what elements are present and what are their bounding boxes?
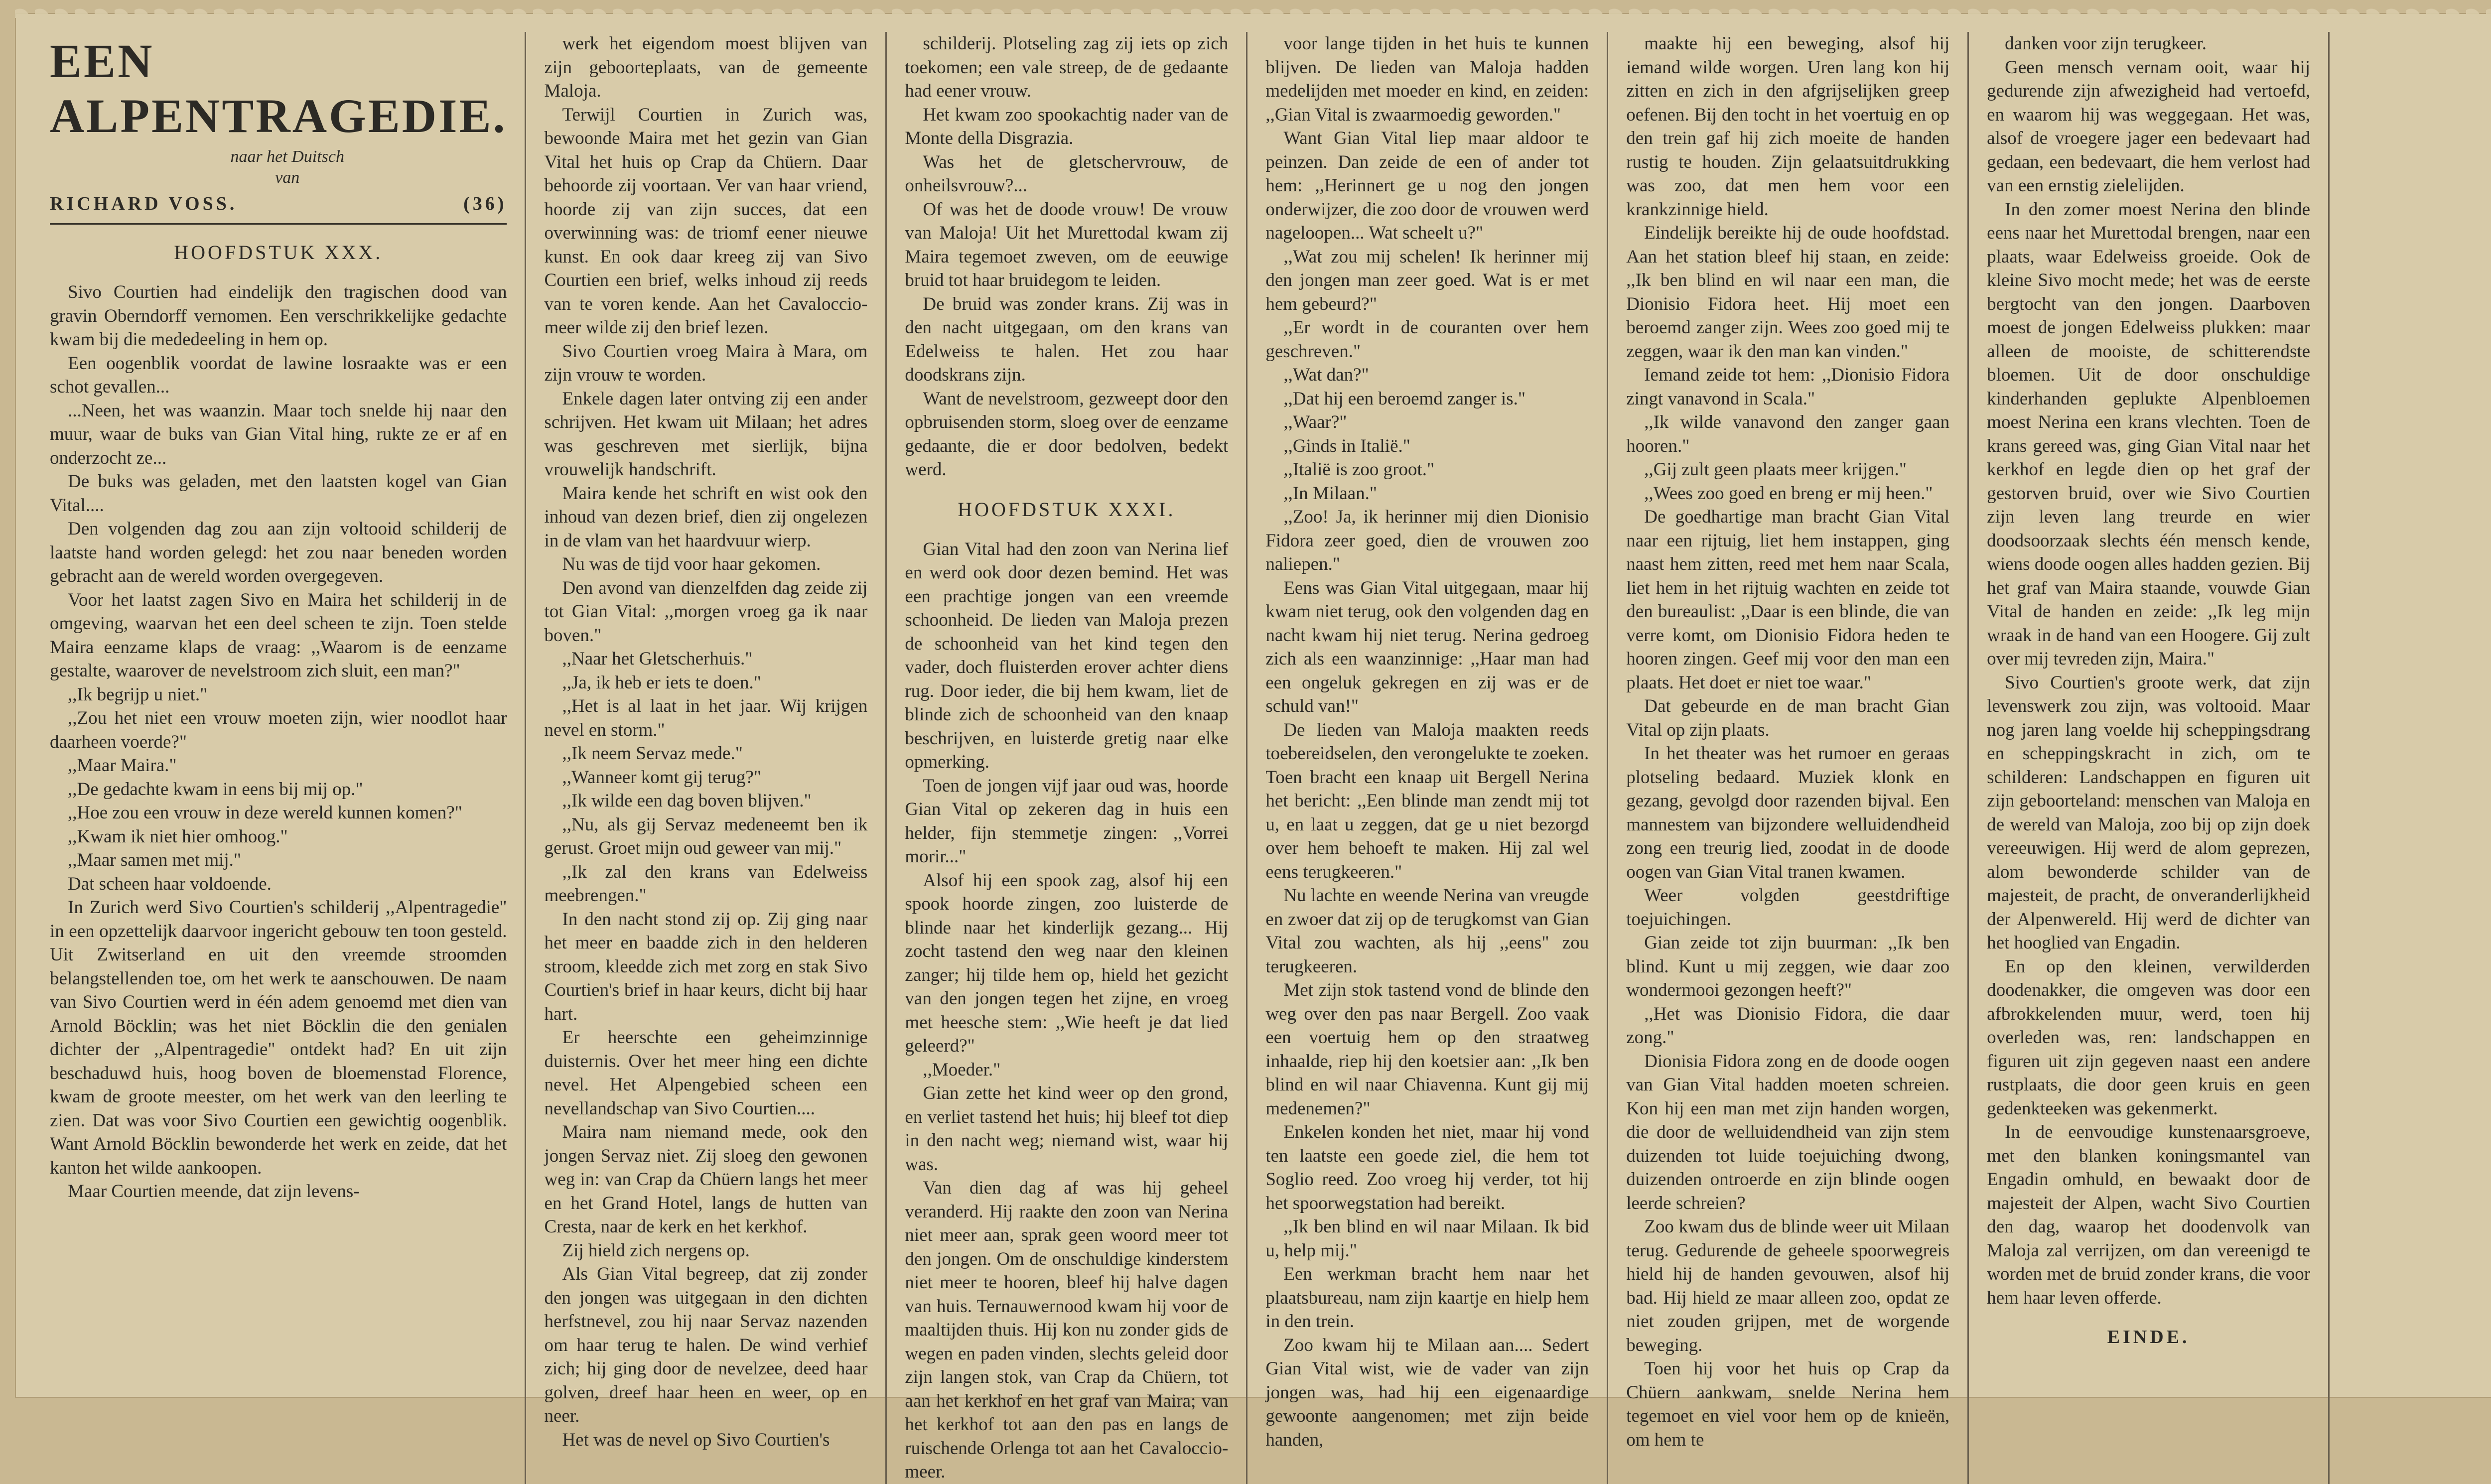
paragraph: In den nacht stond zij op. Zij ging naar het meer en baadde zich in den helderen stroom, kleedde zich met zorg en stak Sivo Courtien's brief in haar keurs, dicht bij haar hart. <box>544 909 868 1024</box>
paragraph: Dat gebeurde en de man bracht Gian Vital op zijn plaats. <box>1626 696 1950 740</box>
column-1 <box>32 32 526 1484</box>
paragraph: ,,Dat hij een beroemd zanger is." <box>1283 388 1525 409</box>
column-3-body-a <box>905 32 1228 482</box>
paragraph: Voor het laatst zagen Sivo en Maira het schilderij in de omgeving, waarvan het een deel scheen te zijn. Toen stelde Maira eenzame klaps de vraag: ,,Waarom is de eenzame gestalte, waarover de nevelstroom zich sluit, een man?" <box>50 589 507 681</box>
paragraph: Zij hield zich nergens op. <box>562 1240 750 1261</box>
paragraph: ,,Moeder." <box>923 1059 1001 1080</box>
chapter-heading-31: HOOFDSTUK XXXI. <box>958 498 1176 521</box>
paragraph: Er heerschte een geheimzinnige duisternis. Over het meer hing een dichte nevel. Het Alpengebied scheen een nevellandschap van Sivo Courtien.... <box>544 1027 868 1119</box>
paragraph: ,,Ik wilde een dag boven blijven." <box>562 791 812 811</box>
paragraph: Met zijn stok tastend vond de blinde den weg over den pas naar Bergell. Zoo vaak een voertuig hem op den straatweg inhaalde, riep hij den koetsier aan: ,,Ik ben blind en wil naar Chiavenna. Kunt gij mij medenemen?" <box>1265 980 1589 1119</box>
column-margin <box>2330 32 2491 1484</box>
end-marker: EINDE. <box>2107 1327 2190 1348</box>
paragraph: ,,Ik begrijp u niet." <box>68 684 208 705</box>
paragraph: Of was het de doode vrouw! De vrouw van Maloja! Uit het Murettodal kwam zij Maira tegemoet zweven, om de eeuwige bruid tot haar bruidegom te leiden. <box>905 199 1229 290</box>
column-2 <box>526 32 887 1484</box>
paragraph: ,,Zoo! Ja, ik herinner mij dien Dionisio Fidora zeer goed, dien de vrouwen zoo naliepen." <box>1265 507 1589 574</box>
column-3 <box>887 32 1247 1484</box>
paragraph: maakte hij een beweging, alsof hij iemand wilde worgen. Uren lang kon hij zitten en zich in den afgrijselijken greep oefenen. Bij den tocht in het voertuig en op den trein gaf hij zich moeite de handen rustig te houden. Zijn gelaatsuitdrukking was zoo, dat men hem voor een krankzinnige hield. <box>1626 33 1950 220</box>
paragraph: Was het de gletschervrouw, de onheilsvrouw?... <box>905 151 1229 196</box>
paragraph: Gian Vital had den zoon van Nerina lief en werd ook door dezen bemind. Het was een prachtige jongen van een vreemde schoonheid. De lieden van Maloja prezen de schoonheid van het kind tegen den vader, doch fluisterden erover achter diens rug. Door ieder, die bij hem kwam, liet de blinde zich de schoonheid van den knaap beschrijven, en luisterde gretig naar elke opmerking. <box>905 539 1229 772</box>
column-4-body <box>1265 32 1589 1452</box>
paragraph: schilderij. Plotseling zag zij iets op zich toekomen; een vale streep, de de gedaante had eener vrouw. <box>905 33 1229 101</box>
paragraph: Een oogenblik voordat de lawine losraakte was er een schot gevallen... <box>50 353 507 397</box>
paragraph: ,,Gij zult geen plaats meer krijgen." <box>1644 459 1907 480</box>
paragraph: ,,Italië is zoo groot." <box>1283 459 1435 480</box>
paragraph: ,,Ik zal den krans van Edelweiss meebrengen." <box>544 861 868 906</box>
paragraph: ,,Waar?" <box>1283 412 1347 432</box>
paragraph: Geen mensch vernam ooit, waar hij gedurende zijn afwezigheid had vertoefd, en waarom hij was weggegaan. Het was, alsof de vroegere jager een bedevaart had gedaan, een bedevaart, die hem verlost had van een ernstig zielelijden. <box>1987 57 2311 196</box>
paragraph: De goedhartige man bracht Gian Vital naar een rijtuig, liet hem instappen, ging naast hem zitten, reed met hem naar Scala, liet hem in het rijtuig wachten en zeide tot den bureaulist: ,,Daar is een blinde, die van verre komt, om Dionisio Fidora heden te hooren zingen. Geef mij voor den man een plaats. Het doet er niet toe waar." <box>1626 507 1950 693</box>
paragraph: Maira kende het schrift en wist ook den inhoud van dezen brief, dien zij ongelezen in de vlam van het haardvuur wierp. <box>544 483 868 551</box>
paragraph: ,,Ja, ik heb er iets te doen." <box>562 672 761 693</box>
paragraph: Nu lachte en weende Nerina van vreugde en zwoer dat zij op de terugkomst van Gian Vital zou wachten, als hij ,,eens" zou terugkeeren. <box>1265 885 1589 977</box>
paragraph: ...Neen, het was waanzin. Maar toch snelde hij naar den muur, waar de buks van Gian Vital hing, rukte ze er af en onderzocht ze... <box>50 400 507 468</box>
paragraph: ,,Wat dan?" <box>1283 365 1369 385</box>
paragraph: Gian zeide tot zijn buurman: ,,Ik ben blind. Kunt u mij zeggen, wie daar zoo wondermooi gezongen heeft?" <box>1626 933 1950 1000</box>
paragraph: Gian zette het kind weer op den grond, en verliet tastend het huis; hij bleef tot diep in den nacht weg; niemand wist, waar hij was. <box>905 1083 1229 1175</box>
paragraph: Alsof hij een spook zag, alsof hij een spook hoorde zingen, zoo luisterde de blinde naar het kinderlijk gezang... Hij zocht tastend den weg naar den kleinen zanger; hij tilde hem op, hield het gezicht van den jongen tegen het zijne, en vroeg met heesche stem: ,,Wie heeft je dat lied geleerd?" <box>905 870 1229 1056</box>
column-3-body-b <box>905 538 1228 1484</box>
paragraph: ,,Nu, als gij Servaz medeneemt ben ik gerust. Groet mijn oud geweer van mij." <box>544 814 868 858</box>
paragraph: ,,Wees zoo goed en breng er mij heen." <box>1644 483 1933 504</box>
paragraph: ,,De gedachte kwam in eens bij mij op." <box>68 779 363 800</box>
paragraph: ,,Ik neem Servaz mede." <box>562 743 743 764</box>
paragraph: ,,In Milaan." <box>1283 483 1378 504</box>
paragraph: Den avond van dienzelfden dag zeide zij tot Gian Vital: ,,morgen vroeg ga ik naar boven." <box>544 577 868 646</box>
paragraph: Maira nam niemand mede, ook den jongen Servaz niet. Zij sloeg den gewonen weg in: van Crap da Chüern langs het meer en het Grand Hotel, langs de hutten van Cresta, naar de kerk en het kerkhof. <box>544 1122 868 1237</box>
paragraph: Den volgenden dag zou aan zijn voltooid schilderij de laatste hand worden gelegd: het zou naar beneden worden gebracht aan de wereld worden overgegeven. <box>50 519 507 586</box>
paragraph: De buks was geladen, met den laatsten kogel van Gian Vital.... <box>50 471 507 516</box>
column-5-body <box>1626 32 1949 1452</box>
paragraph: Want de nevelstroom, gezweept door den opbruisenden storm, sloeg over de eenzame gedaante, die er door bedolven, bedekt werd. <box>905 388 1229 480</box>
paragraph: Sivo Courtien vroeg Maira à Mara, om zijn vrouw te worden. <box>544 341 868 385</box>
column-6-body <box>1987 32 2310 1310</box>
paragraph: En op den kleinen, verwilderden doodenakker, die omgeven was door een afbrokkelenden muur, werd, toen hij overleden was, ren: landschappen en figuren uit zijn gegeven naast een andere rustplaats, die door geen kruis en geen gedenkteeken was gekenmerkt. <box>1987 956 2311 1119</box>
paragraph: werk het eigendom moest blijven van zijn geboorteplaats, van de gemeente Maloja. <box>544 33 868 101</box>
article-subtitle: naar het Duitsch <box>230 147 344 166</box>
paragraph: Zoo kwam dus de blinde weer uit Milaan terug. Gedurende de geheele spoorwegreis hield hij de handen gevouwen, alsof hij bad. Hij hield ze maar alleen zoo, opdat ze niet zouden grijpen, met de worgende beweging. <box>1626 1216 1950 1355</box>
paragraph: Het was de nevel op Sivo Courtien's <box>562 1429 830 1450</box>
paragraph: ,,Wat zou mij schelen! Ik herinner mij den jongen man zeer goed. Wat is er met hem gebeurd?" <box>1265 246 1589 314</box>
paragraph: Enkelen konden het niet, maar hij vond ten laatste een goede ziel, die hem tot Soglio reed. Zoo vroeg hij verder, tot hij het spoorwegstation had bereikt. <box>1265 1122 1589 1214</box>
paragraph: danken voor zijn terugkeer. <box>2005 33 2207 54</box>
paragraph: Eens was Gian Vital uitgegaan, maar hij kwam niet terug, ook den volgenden dag en nacht kwam hij niet terug. Nerina gedroeg zich als een waanzinnige: ,,Haar man had een ongeluk gekregen en zij was er de schuld van!" <box>1265 577 1589 716</box>
paragraph: ,,Het was Dionisio Fidora, die daar zong." <box>1626 1003 1950 1048</box>
byline <box>50 191 507 216</box>
paragraph: ,,Maar Maira." <box>68 755 177 776</box>
paragraph: ,,Het is al laat in het jaar. Wij krijgen nevel en storm." <box>544 696 868 740</box>
paragraph: ,,Zou het niet een vrouw moeten zijn, wier noodlot haar daarheen voerde?" <box>50 708 507 752</box>
paragraph: Terwijl Courtien in Zurich was, bewoonde Maira met het gezin van Gian Vital het huis op Crap da Chüern. Daar behoorde zij voortaan. Ver van haar vriend, hoorde zij van zijn succes, dat een overwinning was: de triomf eener nieuwe kunst. En ook daar kreeg zij van Sivo Courtien een brief, welks inhoud zij reeds van te voren kende. Aan het Cavaloccio-meer wilde zij den brief lezen. <box>544 104 868 338</box>
paragraph: ,,Ik ben blind en wil naar Milaan. Ik bid u, help mij." <box>1265 1216 1589 1261</box>
column-2-body <box>544 32 867 1452</box>
paragraph: Zoo kwam hij te Milaan aan.... Sedert Gian Vital wist, wie de vader van zijn jongen was, had hij een eigenaardige gewoonte aangenomen; met zijn beide handen, <box>1265 1335 1589 1450</box>
article-header <box>50 34 507 268</box>
paragraph: Weer volgden geestdriftige toejuichingen. <box>1626 885 1950 930</box>
paragraph: In de eenvoudige kunstenaarsgroeve, met den blanken koningsmantel van Engadin omhuld, en bewaakt door de majesteit der Alpen, wacht Sivo Courtien den dag, waarop het doodenvolk van Maloja zal verrijzen, om dan vereenigd te worden met de bruid zonder krans, die voor hem haar leven offerde. <box>1987 1122 2311 1308</box>
paragraph: Dionisia Fidora zong en de doode oogen van Gian Vital hadden moeten schreien. Kon hij een man met zijn handen worgen, die door de welluidendheid van zijn stem duizenden tot luide toejuiching dwong, duizenden ontroerde en zijn blinde oogen leerde schreien? <box>1626 1051 1950 1214</box>
paragraph: Want Gian Vital liep maar aldoor te peinzen. Dan zeide de een of ander tot hem: ,,Herinnert ge u nog den jongen onderwijzer, die zoo door de vrouwen werd nageloopen... Wat scheelt u?" <box>1265 128 1589 243</box>
paragraph: ,,Maar samen met mij." <box>68 850 242 870</box>
column-4 <box>1247 32 1608 1484</box>
article-title: EEN ALPENTRAGEDIE. <box>50 34 507 142</box>
paragraph: ,,Ginds in Italië." <box>1283 435 1410 456</box>
paragraph: Iemand zeide tot hem: ,,Dionisio Fidora zingt vanavond in Scala." <box>1626 365 1950 409</box>
paragraph: ,,Wanneer komt gij terug?" <box>562 767 761 788</box>
article-columns <box>32 32 2491 1482</box>
newspaper-clipping <box>15 13 2491 1482</box>
paragraph: Sivo Courtien's groote werk, dat zijn levenswerk zou zijn, was voltooid. Maar nog jaren lang voelde hij scheppingsdrang en scheppingskracht in zich, om te schilderen: Landschappen en figuren uit zijn geboorteland: menschen van Maloja en de wereld van Maloja, zoo bij op zijn doek vereeuwigen. Hij werd de alom geprezen, alom bewonderde schilder van de majesteit, de pracht, de onveranderlijkheid der Alpenwereld. Hij werd de dichter van het hooglied van Engadin. <box>1987 672 2311 953</box>
column-6 <box>1969 32 2330 1484</box>
paragraph: Het kwam zoo spookachtig nader van de Monte della Disgrazia. <box>905 104 1229 148</box>
paragraph: Sivo Courtien had eindelijk den tragischen dood van gravin Oberndorff vernomen. Een verschrikkelijke gedachte kwam bij die mededeeling in hem op. <box>50 282 507 350</box>
chapter-heading-30: HOOFDSTUK XXX. <box>174 241 383 264</box>
header-rule <box>50 223 507 225</box>
paragraph: ,,Naar het Gletscherhuis." <box>562 649 753 669</box>
paragraph: ,,Kwam ik niet hier omhoog." <box>68 826 288 847</box>
paragraph: voor lange tijden in het huis te kunnen blijven. De lieden van Maloja hadden medelijden met moeder en kind, en zeiden: ,,Gian Vital is zwaarmoedig geworden." <box>1265 33 1589 125</box>
paragraph: In den zomer moest Nerina den blinde eens naar het Murettodal brengen, naar een plaats, waar Edelweiss groeide. Ook de kleine Sivo mocht mede; het was de eerste bergtocht van den jongen. Daarboven moest de jongen Edelweiss plukken: maar alleen de mooiste, de schitterendste bloemen. Uit de door onschuldige kinderhanden geplukte Alpenbloemen moest Nerina een krans vlechten. Toen de krans gereed was, ging Gian Vital naar het kerkhof en legde dien op het graf der gestorven bruid, over wie Sivo Courtien zijn leven lang treurde en wier doodsoorzaak slechts één mensch kende, wiens doode oogen alles hadden gezien. Bij het graf van Maira staande, vouwde Gian Vital de handen en zeide: ,,Ik leg mijn wraak in de hand van een Hoogere. Gij zult over mij tevreden zijn, Maira." <box>1987 199 2311 669</box>
torn-edge <box>15 1 2491 18</box>
paragraph: In het theater was het rumoer en geraas plotseling bedaard. Muziek klonk en gezang, gevolgd door razenden bijval. Een mannestem van bijzondere welluidendheid zong een treurig lied, zoodat in de doode oogen van Gian Vital tranen kwamen. <box>1626 743 1950 882</box>
installment-number: (36) <box>463 193 507 214</box>
paragraph: Van dien dag af was hij geheel veranderd. Hij raakte den zoon van Nerina niet meer aan, sprak geen woord meer tot den jongen. Om de onschuldige kinderstem niet meer te hooren, bleef hij halve dagen van huis. Ternauwernood kwam hij voor de maaltijden thuis. Hij kon nu zonder gids de wegen en paden vinden, slechts geleid door zijn langen stok, van Crap da Chüern, tot aan het kerkhof en het graf van Maira; van het kerkhof tot aan den pas en langs de ruischende Orlenga tot aan het Cavaloccio-meer. <box>905 1178 1229 1482</box>
paragraph: ,,Ik wilde vanavond den zanger gaan hooren." <box>1626 412 1950 456</box>
paragraph: Eindelijk bereikte hij de oude hoofdstad. Aan het station bleef hij staan, en zeide: ,,Ik ben blind en wil naar een man, die Dionisio Fidora heet. Hij moet een beroemd zanger zijn. Wees zoo goed mij te zeggen, waar ik den man kan vinden." <box>1626 223 1950 362</box>
paragraph: Maar Courtien meende, dat zijn levens- <box>68 1181 360 1202</box>
paragraph: Toen de jongen vijf jaar oud was, hoorde Gian Vital op zekeren dag in huis een helder, fijn stemmetje zingen: ,,Vorrei morir..." <box>905 775 1229 867</box>
paragraph: De bruid was zonder krans. Zij was in den nacht uitgegaan, om den krans van Edelweiss te halen. Het zou haar doodskrans zijn. <box>905 293 1229 385</box>
column-1-body <box>50 280 507 1204</box>
paragraph: Toen hij voor het huis op Crap da Chüern aankwam, snelde Nerina hem tegemoet en viel voor hem op de knieën, om hem te <box>1626 1358 1950 1450</box>
author-name: RICHARD VOSS. <box>50 193 238 214</box>
article-subtitle-van: van <box>275 168 300 187</box>
paragraph: Nu was de tijd voor haar gekomen. <box>562 554 821 574</box>
paragraph: Enkele dagen later ontving zij een ander schrijven. Het kwam uit Milaan; het adres was geschreven met sierlijk, bijna vrouwelijk handschrift. <box>544 388 868 480</box>
paragraph: ,,Er wordt in de couranten over hem geschreven." <box>1265 317 1589 362</box>
paragraph: Als Gian Vital begreep, dat zij zonder den jongen was uitgegaan in den dichten herfstnevel, zou hij naar Servaz nazenden om haar terug te halen. De wind verhief zich; hij ging door de nevelzee, deed haar golven, dreef haar heen en weer, op en neer. <box>544 1264 868 1426</box>
paragraph: De lieden van Maloja maakten reeds toebereidselen, den verongelukte te zoeken. Toen bracht een knaap uit Bergell Nerina het bericht: ,,Een blinde man zendt mij tot u, en laat u zeggen, dat ge u niet bezorgd over hem behoeft te maken. Hij zal wel eens terugkeeren." <box>1265 719 1589 882</box>
column-5 <box>1608 32 1969 1484</box>
paragraph: ,,Hoe zou een vrouw in deze wereld kunnen komen?" <box>68 803 462 823</box>
paragraph: Dat scheen haar voldoende. <box>68 873 272 894</box>
paragraph: In Zurich werd Sivo Courtien's schilderij ,,Alpentragedie" in een opzettelijk daarvoor ingericht gebouw ten toon gesteld. Uit Zwitserland en uit den vreemde stroomden belangstellenden toe, om het werk te aanschouwen. De naam van Sivo Courtien werd in één adem genoemd met dien van Arnold Böcklin; was het niet Böcklin die den genialen dichter der ,,Alpentragedie" ontdekt had? En uit zijn beschaduwd huis, hoog boven de bloemenstad Florence, kwam de groote meester, om het werk van den leerling te zien. Dat was voor Sivo Courtien een gewichtig oogenblik. Want Arnold Böcklin bewonderde het werk en zeide, dat het kanton het wilde aankoopen. <box>50 897 507 1178</box>
paragraph: Een werkman bracht hem naar het plaatsbureau, nam zijn kaartje en hielp hem in den trein. <box>1265 1264 1589 1332</box>
